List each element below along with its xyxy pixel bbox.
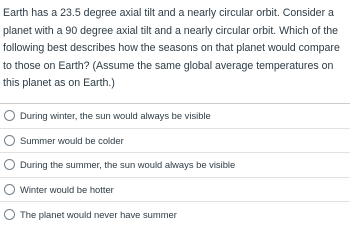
answer-option-3[interactable] xyxy=(0,153,350,178)
answer-label: During winter, the sun would always be visible xyxy=(20,110,211,122)
answer-label: Winter would be hotter xyxy=(20,184,114,196)
answer-option-5[interactable] xyxy=(0,202,350,227)
answer-option-1[interactable] xyxy=(0,104,350,129)
radio-button[interactable] xyxy=(4,209,15,220)
answer-option-2[interactable] xyxy=(0,129,350,154)
answer-label: During the summer, the sun would always be visible xyxy=(20,159,236,171)
radio-button[interactable] xyxy=(4,159,15,170)
question-text: Earth has a 23.5 degree axial tilt and a nearly circular orbit. Consider a planet with a 90 degree axial tilt and a nearly circular orbit. Which of the following best describes how the seasons on that planet would compare to those on Earth? (Assume the same global average temperatures on this planet as on Earth.) xyxy=(3,7,340,90)
radio-button[interactable] xyxy=(4,184,15,195)
answer-label: Summer would be colder xyxy=(20,134,124,146)
answer-option-4[interactable] xyxy=(0,178,350,203)
answer-list xyxy=(0,104,350,227)
radio-button[interactable] xyxy=(4,135,15,146)
radio-button[interactable] xyxy=(4,110,15,121)
answer-label: The planet would never have summer xyxy=(20,209,177,221)
